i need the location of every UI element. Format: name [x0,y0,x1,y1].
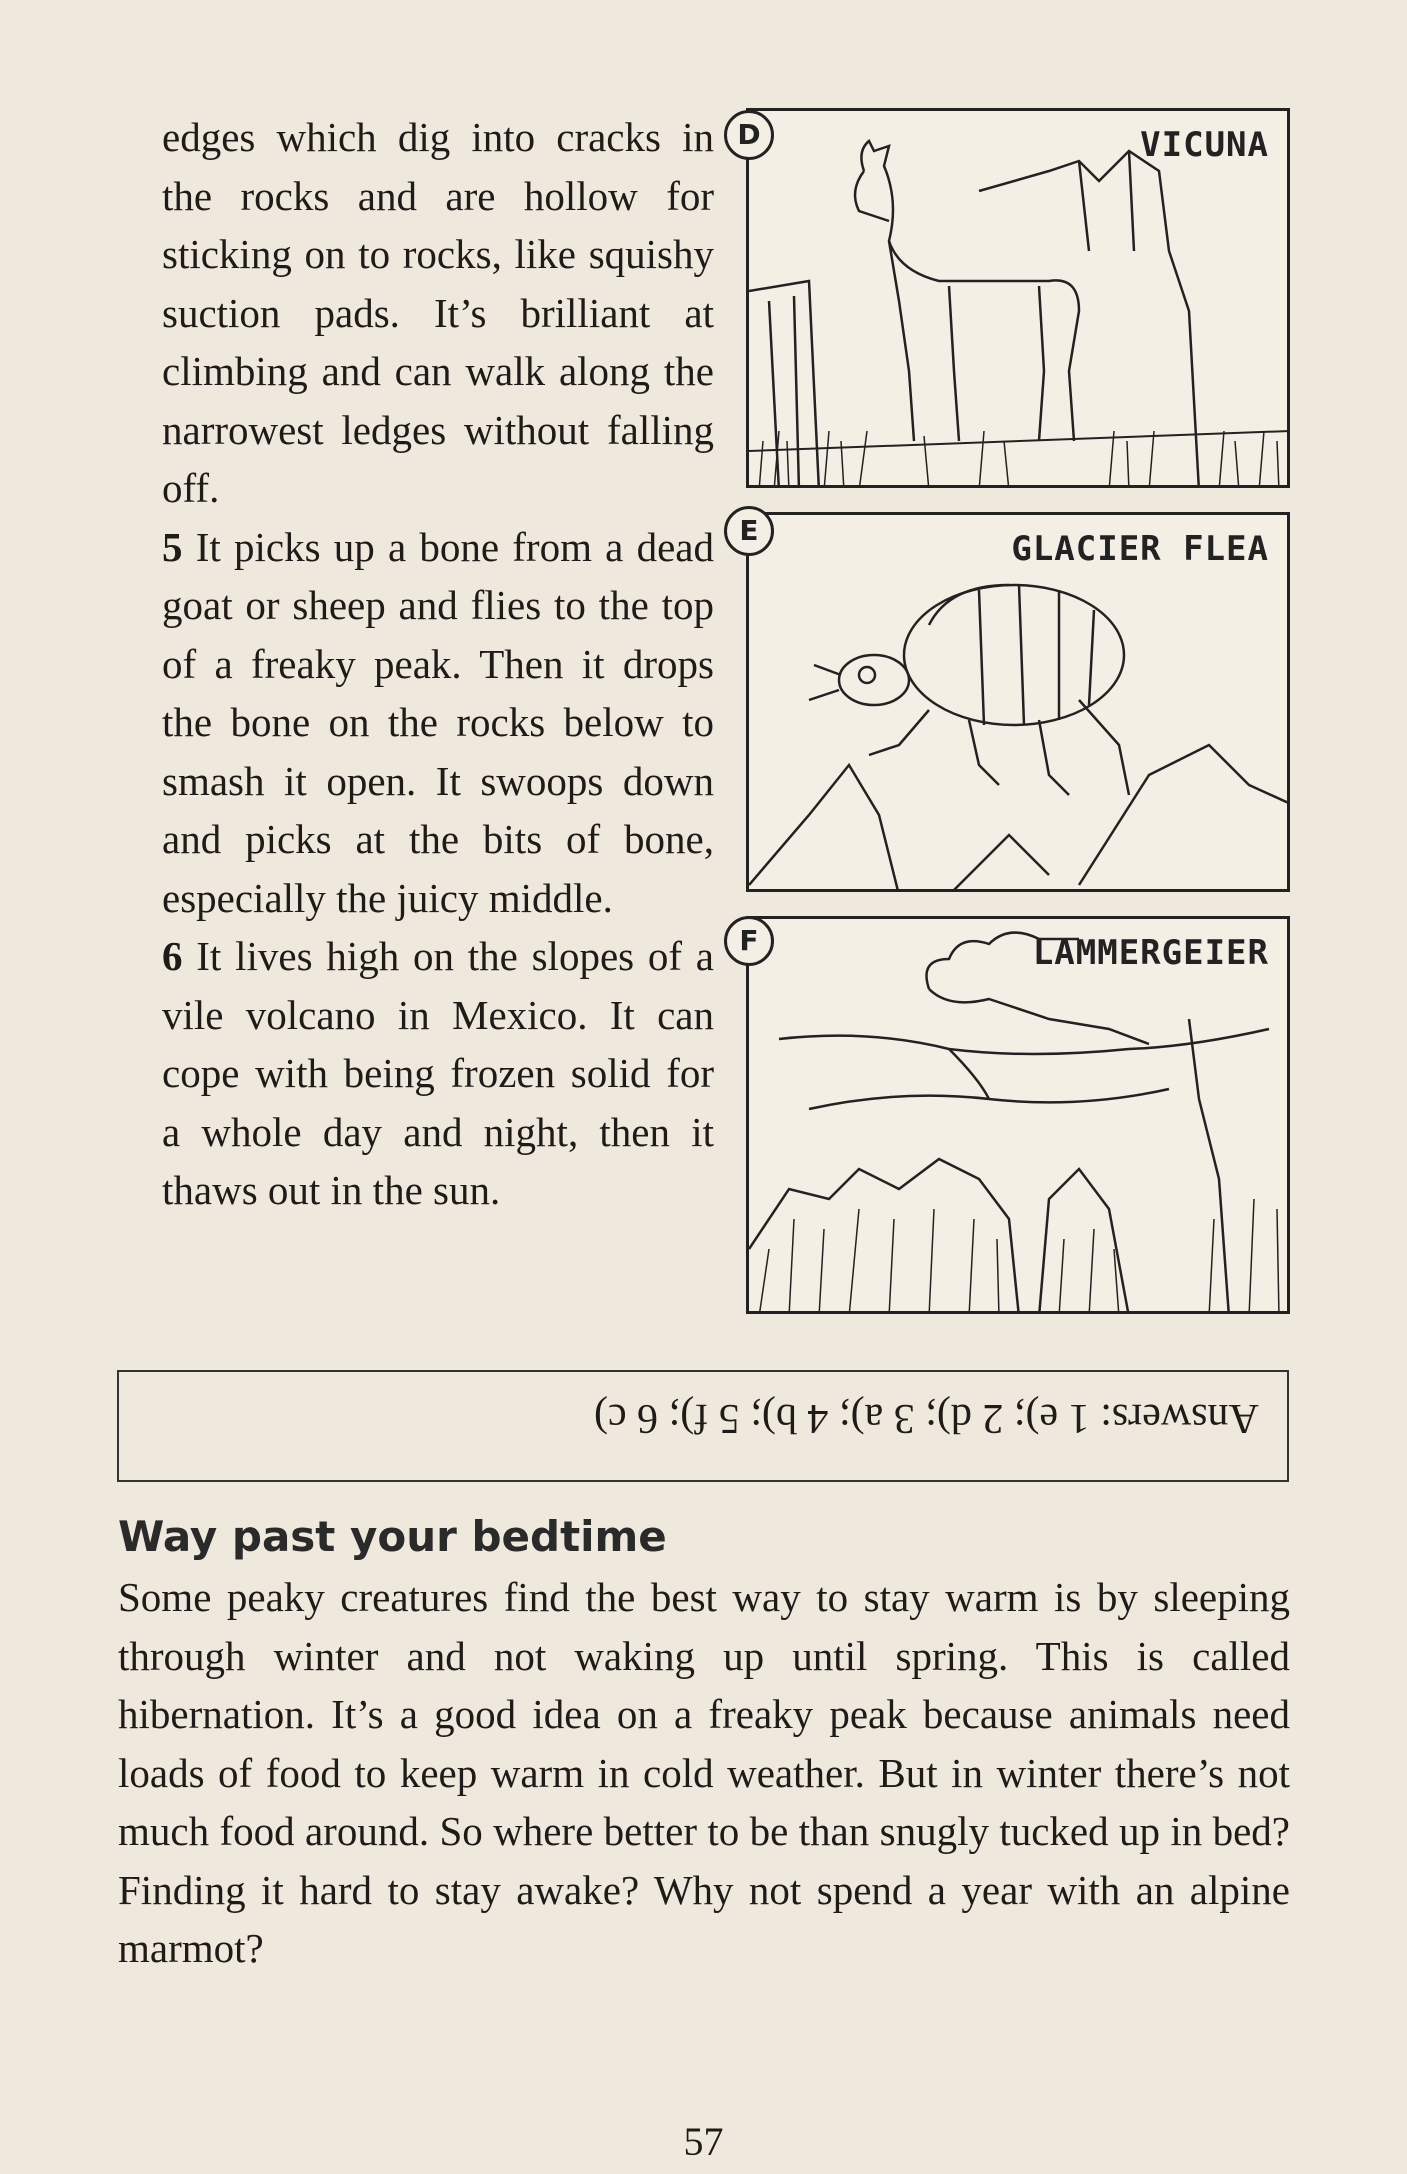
panel-lammergeier [746,916,1290,1314]
item-6-text: It lives high on the slopes of a vile volcano in Mexico. It can cope with being frozen solid for a whole day and night, then it thaws out in the sun. [162,933,714,1213]
lammergeier-label: LAMMERGEIER [1032,933,1269,973]
item-6-number: 6 [162,933,183,979]
left-column-text [162,108,714,1220]
vicuna-label: VICUNA [1140,125,1269,165]
item-5-text: It picks up a bone from a dead goat or sheep and flies to the top of a freaky peak. Then it drops the bone on the rocks below to smash it open. It swoops down and picks at the bits of bone, especially the juicy middle. [162,523,714,921]
answers-box [117,1370,1289,1482]
panel-d-badge: D [724,110,774,160]
paragraph-continued: edges which dig into cracks in the rocks and are hollow for sticking on to rocks, like squishy suction pads. It’s brilliant at climbing and can walk along the narrowest ledges without falling off. [162,114,714,511]
section-heading: Way past your bedtime [118,1512,667,1561]
panel-glacier-flea [746,512,1290,892]
panel-e-badge: E [724,506,774,556]
item-6 [162,927,714,1220]
answers-text: Answers: 1 e); 2 d); 3 a); 4 b); 5 f); 6 c) [594,1395,1259,1441]
panel-vicuna [746,108,1290,488]
glacier-flea-illustration [749,515,1290,892]
panel-f-badge: F [724,916,774,966]
vicuna-illustration [749,111,1290,488]
item-5-number: 5 [162,523,183,570]
section-body: Some peaky creatures find the best way to stay warm is by sleeping through winter and not waking up until spring. This is called hibernation. It’s a good idea on a freaky peak because animals need loads of food to keep warm in cold weather. But in winter there’s not much food around. So where better to be than snugly tucked up in bed? Finding it hard to stay awake? Why not spend a year with an alpine marmot? [118,1574,1290,1971]
item-5 [162,518,714,928]
lammergeier-illustration [749,919,1290,1314]
glacier-flea-label: GLACIER FLEA [1011,529,1269,569]
page-number: 57 [683,2119,724,2164]
